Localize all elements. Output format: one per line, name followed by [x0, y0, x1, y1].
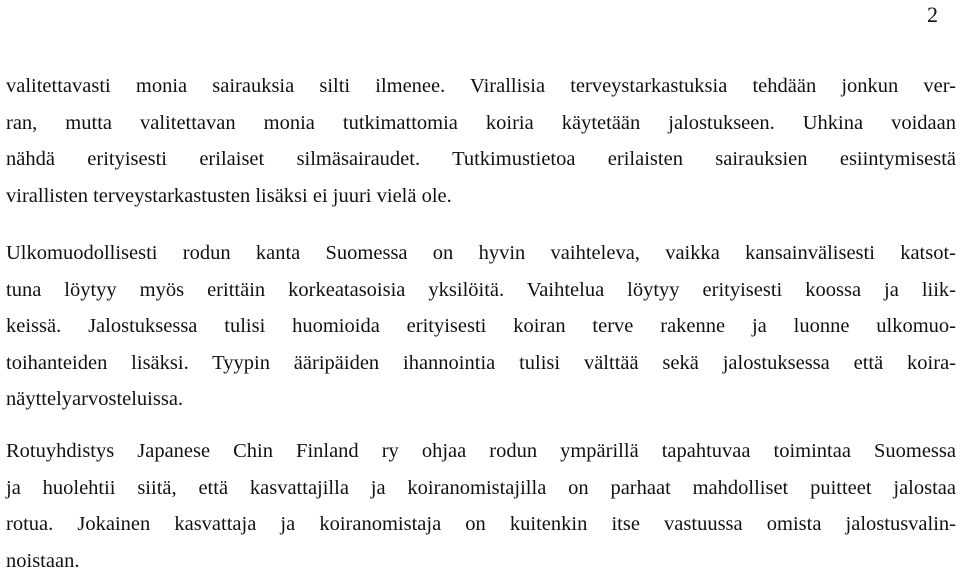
- text-line: Rotuyhdistys Japanese Chin Finland ry ohjaa rodun ympärillä tapahtuvaa toimintaa Suomessa: [6, 433, 956, 470]
- text-line: ran, mutta valitettavan monia tutkimattomia koiria käytetään jalostukseen. Uhkina voidaan: [6, 105, 956, 142]
- paragraph-appearance: [6, 235, 956, 418]
- text-line: virallisten terveystarkastusten lisäksi ei juuri vielä ole.: [6, 178, 956, 215]
- text-line: keissä. Jalostuksessa tulisi huomioida erityisesti koiran terve rakenne ja luonne ulkomuo-: [6, 308, 956, 345]
- text-line: rotua. Jokainen kasvattaja ja koiranomistaja on kuitenkin itse vastuussa omista jalostusvalin-: [6, 506, 956, 543]
- paragraph-breed-club: [6, 433, 956, 579]
- text-line: Ulkomuodollisesti rodun kanta Suomessa on hyvin vaihteleva, vaikka kansainvälisesti katsot-: [6, 235, 956, 272]
- text-line: toihanteiden lisäksi. Tyypin ääripäiden ihannointia tulisi välttää sekä jalostuksessa että koira-: [6, 345, 956, 382]
- page-number: 2: [927, 2, 938, 28]
- text-line: ja huolehtii siitä, että kasvattajilla ja koiranomistajilla on parhaat mahdolliset puitteet jalostaa: [6, 470, 956, 507]
- text-line: valitettavasti monia sairauksia silti ilmenee. Virallisia terveystarkastuksia tehdään jonkun ver-: [6, 68, 956, 105]
- text-line: tuna löytyy myös erittäin korkeatasoisia yksilöitä. Vaihtelua löytyy erityisesti koossa ja liik-: [6, 272, 956, 309]
- paragraph-health: [6, 68, 956, 214]
- text-line: nähdä erityisesti erilaiset silmäsairaudet. Tutkimustietoa erilaisten sairauksien esiintymisestä: [6, 141, 956, 178]
- text-line: noistaan.: [6, 543, 956, 579]
- text-line: näyttelyarvosteluissa.: [6, 381, 956, 418]
